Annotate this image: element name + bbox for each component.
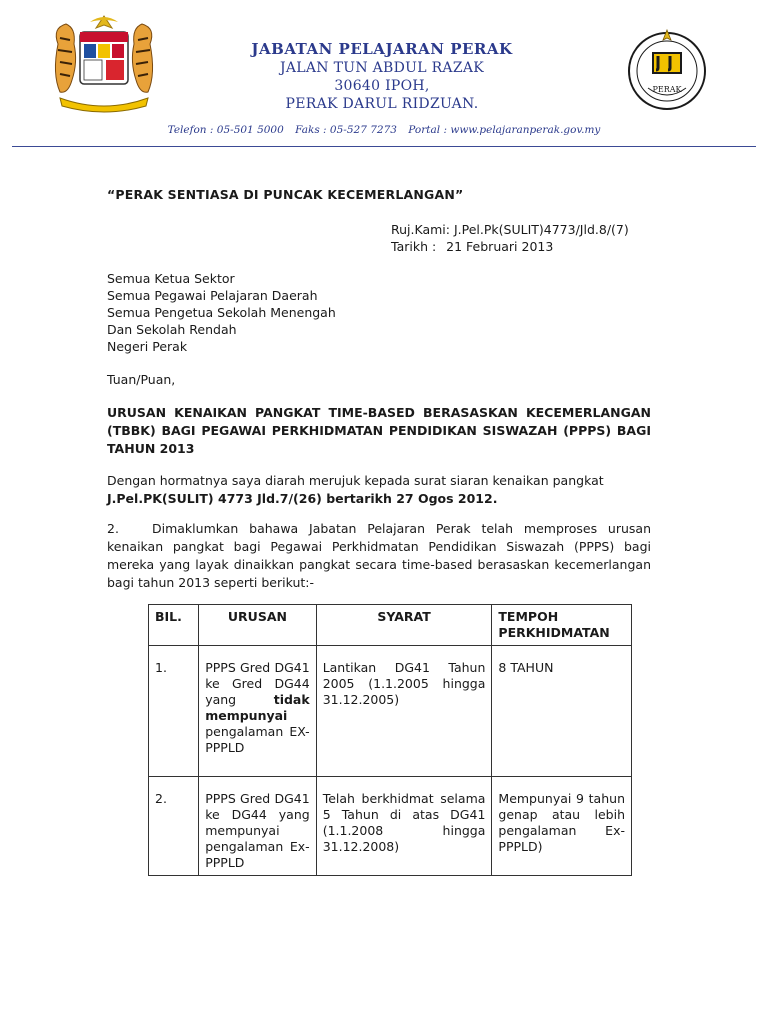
letterhead [0,0,768,150]
addressee-line: Semua Pegawai Pelajaran Daerah [107,288,318,303]
table-row [149,777,632,876]
date-label: Tarikh : [391,239,437,254]
cell-urusan: PPPS Gred DG41 ke DG44 yang mempunyai pengalaman Ex-PPPLD [199,777,316,876]
paragraph-1-reference: J.Pel.PK(SULIT) 4773 Jld.7/(26) bertarikh 27 Ogos 2012. [107,491,498,506]
telephone-text: Telefon : 05-501 5000 [167,124,284,136]
addressee-line: Dan Sekolah Rendah [107,322,237,337]
date-row [391,238,629,255]
motto: “PERAK SENTIASA DI PUNCAK KECEMERLANGAN” [107,187,464,202]
salutation: Tuan/Puan, [107,372,176,387]
address-line-3: PERAK DARUL RIDZUAN. [285,96,479,112]
paragraph-1 [107,472,651,508]
cell-tempoh: 8 TAHUN [492,646,632,777]
reference-row [391,221,629,238]
coat-of-arms-logo [42,14,166,116]
subject-heading: URUSAN KENAIKAN PANGKAT TIME-BASED BERASASKAN KECEMERLANGAN (TBBK) BAGI PEGAWAI PERKHIDMATAN PENDIDIKAN SISWAZAH (PPPS) BAGI TAHUN 2013 [107,405,651,456]
reference-label: Ruj.Kami: [391,222,450,237]
table-header-row [149,605,632,646]
cell-syarat: Telah berkhidmat selama 5 Tahun di atas DG41 (1.1.2008 hingga 31.12.2008) [316,777,492,876]
emblem-label: PERAK [652,85,682,94]
fax-text: Faks : 05-527 7273 [295,124,397,136]
cell-urusan-post: pengalaman EX-PPPLD [205,724,310,755]
contact-line [0,124,768,136]
date-value: 21 Februari 2013 [446,239,554,254]
paragraph-2-number: 2. [107,521,119,536]
address-line-1: JALAN TUN ABDUL RAZAK [279,60,485,76]
table-row [149,646,632,777]
header-divider [12,146,756,147]
header-bil: BIL. [149,605,199,646]
addressee-list [107,270,336,355]
header-tempoh: TEMPOH PERKHIDMATAN [492,605,632,646]
header-syarat: SYARAT [316,605,492,646]
org-address-block [200,40,564,113]
addressee-line: Semua Ketua Sektor [107,271,235,286]
cell-urusan [199,646,316,777]
cell-urusan-pre: PPPS Gred DG41 ke Gred DG44 yang [205,660,310,707]
addressee-line: Negeri Perak [107,339,188,354]
org-name: JABATAN PELAJARAN PERAK [251,40,513,58]
portal-text: Portal : www.pelajaranperak.gov.my [408,124,601,136]
cell-tempoh: Mempunyai 9 tahun genap atau lebih pengalaman Ex-PPPLD) [492,777,632,876]
address-line-2: 30640 IPOH, [334,78,430,94]
cell-bil: 1. [149,646,199,777]
cell-syarat: Lantikan DG41 Tahun 2005 (1.1.2005 hingga 31.12.2005) [316,646,492,777]
addressee-line: Semua Pengetua Sekolah Menengah [107,305,336,320]
paragraph-2 [107,520,651,592]
promotion-table [148,604,632,876]
reference-value: J.Pel.Pk(SULIT)4773/Jld.8/(7) [453,222,629,237]
paragraph-1-text: Dengan hormatnya saya diarah merujuk kepada surat siaran kenaikan pangkat [107,473,604,488]
header-urusan: URUSAN [199,605,316,646]
cell-bil: 2. [149,777,199,876]
reference-block [391,221,629,255]
jpnp-emblem-logo [626,26,708,112]
cell-urusan-bold: tidak mempunyai [205,692,310,723]
paragraph-2-text: Dimaklumkan bahawa Jabatan Pelajaran Perak telah memproses urusan kenaikan pangkat bagi Pegawai Perkhidmatan Pendidikan Siswazah (PPPS) bagi mereka yang layak dinaikkan pangkat secara time-based berasaskan kecemerlangan bagi tahun 2013 seperti berikut:- [107,521,651,590]
